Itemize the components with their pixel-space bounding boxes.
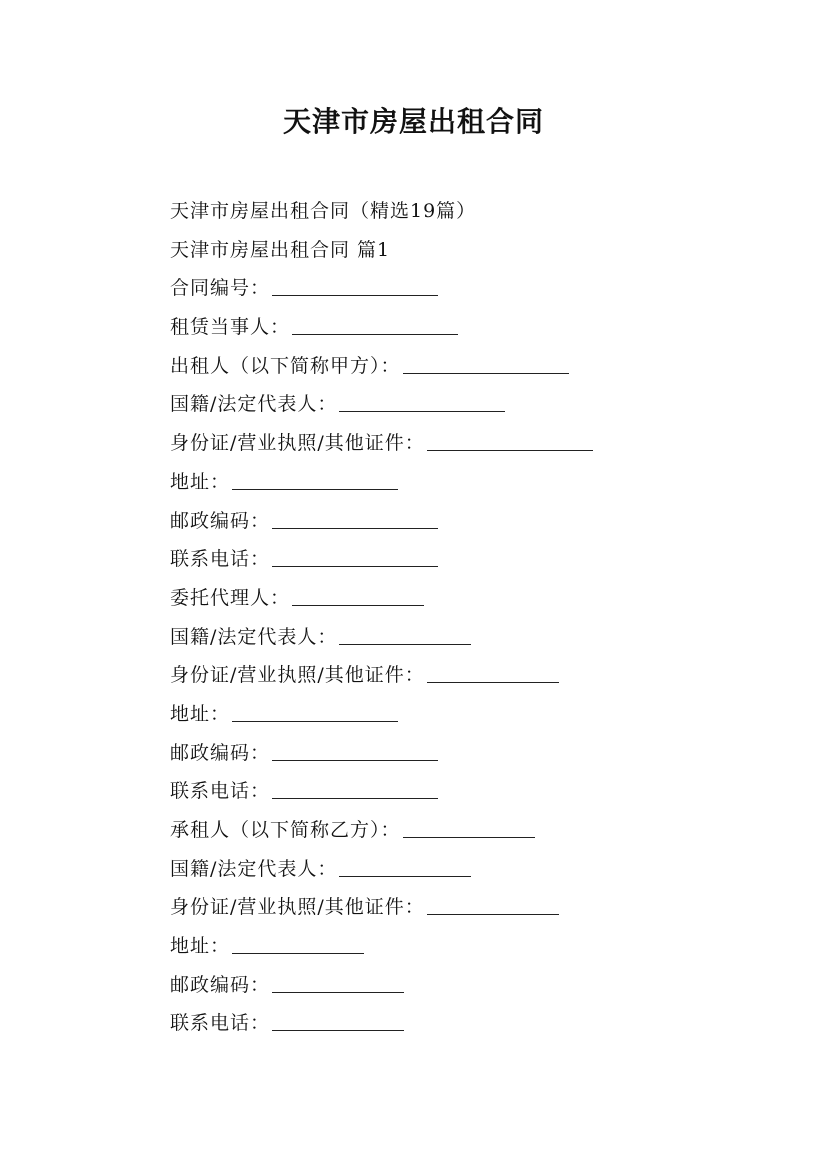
lessee-field	[170, 811, 770, 850]
lessee-address-blank[interactable]	[232, 931, 364, 954]
lessor-id-blank[interactable]	[427, 428, 593, 451]
agent-phone-field	[170, 772, 770, 811]
lessee-postcode-blank[interactable]	[272, 970, 404, 993]
lessee-id-field	[170, 888, 770, 927]
lessee-phone-blank[interactable]	[272, 1008, 404, 1031]
field-label: 地址：	[170, 470, 231, 493]
agent-id-field	[170, 656, 770, 695]
field-label: 邮政编码：	[170, 973, 271, 996]
document-title: 天津市房屋出租合同	[282, 105, 544, 138]
agent-field	[170, 579, 770, 618]
lessor-blank[interactable]	[403, 351, 569, 374]
agent-nationality-blank[interactable]	[339, 622, 471, 645]
parties-field	[170, 308, 770, 347]
lessor-phone-field	[170, 540, 770, 579]
contract-number-blank[interactable]	[272, 273, 438, 296]
section-heading	[170, 231, 770, 270]
field-label: 联系电话：	[170, 780, 271, 803]
lessor-address-blank[interactable]	[232, 467, 398, 490]
lessee-nationality-field	[170, 850, 770, 889]
agent-postcode-field	[170, 734, 770, 773]
agent-blank[interactable]	[292, 583, 424, 606]
lessor-address-field	[170, 463, 770, 502]
field-label: 联系电话：	[170, 1012, 271, 1035]
field-label: 国籍/法定代表人：	[170, 857, 338, 880]
field-label: 身份证/营业执照/其他证件：	[170, 432, 425, 455]
lessor-nationality-field	[170, 385, 770, 424]
parties-blank[interactable]	[292, 312, 458, 335]
field-label: 出租人（以下简称甲方）：	[170, 354, 401, 377]
agent-address-field	[170, 695, 770, 734]
lessor-id-field	[170, 424, 770, 463]
lessee-blank[interactable]	[403, 815, 535, 838]
field-label: 联系电话：	[170, 548, 271, 571]
field-label: 地址：	[170, 935, 231, 958]
lessee-id-blank[interactable]	[427, 892, 559, 915]
lessee-address-field	[170, 927, 770, 966]
agent-postcode-blank[interactable]	[272, 738, 438, 761]
agent-nationality-field	[170, 618, 770, 657]
field-label: 身份证/营业执照/其他证件：	[170, 664, 425, 687]
line-text: 天津市房屋出租合同（精选19篇）	[170, 200, 477, 222]
contract-number-field	[170, 269, 770, 308]
field-label: 地址：	[170, 702, 231, 725]
document-body	[170, 192, 770, 1043]
lessee-phone-field	[170, 1004, 770, 1043]
field-label: 承租人（以下简称乙方）：	[170, 819, 401, 841]
lessor-nationality-blank[interactable]	[339, 389, 505, 412]
field-label: 委托代理人：	[170, 586, 291, 609]
line-text: 天津市房屋出租合同 篇1	[170, 238, 391, 261]
field-label: 合同编号：	[170, 277, 271, 300]
agent-phone-blank[interactable]	[272, 776, 438, 799]
agent-address-blank[interactable]	[232, 699, 398, 722]
subtitle-line	[170, 192, 770, 231]
lessor-phone-blank[interactable]	[272, 544, 438, 567]
lessor-field	[170, 347, 770, 386]
field-label: 邮政编码：	[170, 509, 271, 532]
agent-id-blank[interactable]	[427, 660, 559, 683]
field-label: 租赁当事人：	[170, 316, 291, 339]
lessee-nationality-blank[interactable]	[339, 854, 471, 877]
field-label: 身份证/营业执照/其他证件：	[170, 896, 425, 919]
lessor-postcode-field	[170, 502, 770, 541]
lessor-postcode-blank[interactable]	[272, 506, 438, 529]
field-label: 国籍/法定代表人：	[170, 625, 338, 648]
field-label: 邮政编码：	[170, 741, 271, 764]
lessee-postcode-field	[170, 966, 770, 1005]
field-label: 国籍/法定代表人：	[170, 393, 338, 416]
